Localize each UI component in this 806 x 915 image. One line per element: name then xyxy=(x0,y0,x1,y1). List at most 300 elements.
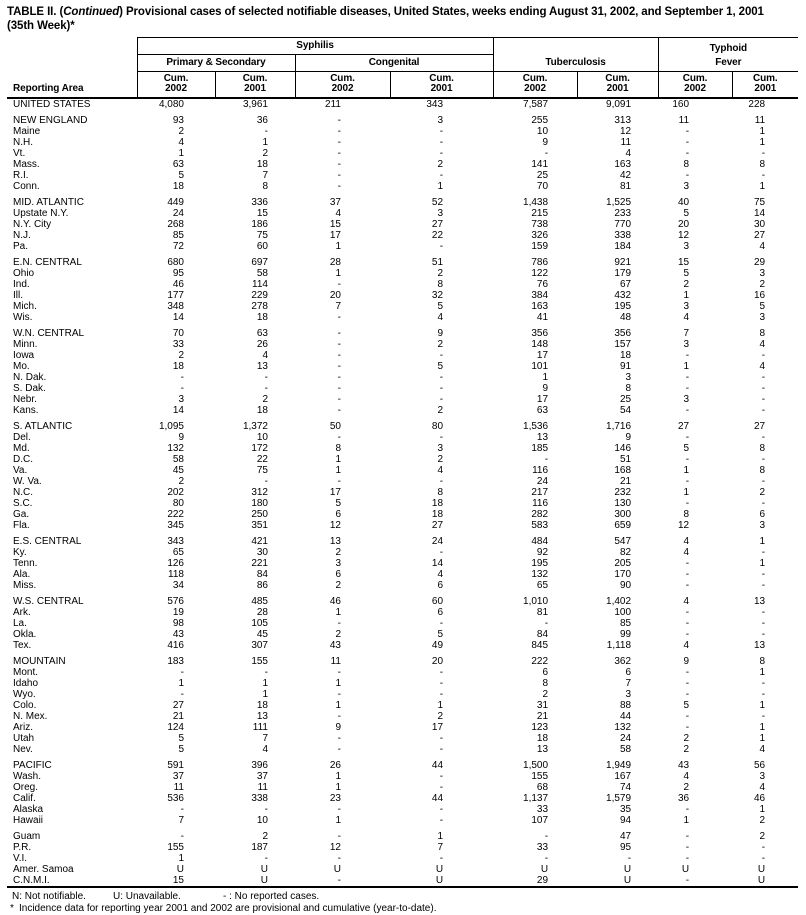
value-cell: 105 xyxy=(251,618,268,629)
value-cell: - xyxy=(337,405,341,416)
value-cell: 5 xyxy=(437,301,444,312)
table-row xyxy=(7,312,798,323)
value-cell: 4 xyxy=(262,350,268,361)
reporting-area-cell: Hawaii xyxy=(13,815,44,826)
value-cell: - xyxy=(337,618,341,629)
value-cell: 338 xyxy=(251,793,268,804)
table-row xyxy=(7,219,798,230)
reporting-area-cell: N. Mex. xyxy=(13,711,48,722)
tuberculosis-group-header: Tuberculosis xyxy=(493,38,658,72)
value-cell: 33 xyxy=(536,842,549,853)
value-cell: 21 xyxy=(536,711,549,722)
reporting-area-cell: Va. xyxy=(13,465,28,476)
value-cell: - xyxy=(337,853,341,864)
reporting-area-cell: PACIFIC xyxy=(13,760,52,771)
value-cell: 146 xyxy=(614,443,632,454)
value-cell: - xyxy=(439,667,444,678)
value-cell: 738 xyxy=(531,219,549,230)
table-row xyxy=(7,279,798,290)
value-cell: 233 xyxy=(614,208,632,219)
value-cell: 1,579 xyxy=(606,793,632,804)
value-cell: - xyxy=(439,689,444,700)
header-group-row xyxy=(7,38,798,55)
value-cell: U xyxy=(757,864,766,875)
value-cell: 211 xyxy=(325,99,341,110)
primary-secondary-header: Primary & Secondary xyxy=(137,55,295,72)
reporting-area-cell: Mich. xyxy=(13,301,37,312)
value-cell: 4 xyxy=(437,312,444,323)
value-cell: - xyxy=(264,804,268,815)
column-header-typhoid-2002: Cum. 2002 xyxy=(658,72,732,99)
value-cell: 183 xyxy=(167,656,184,667)
value-cell: 6 xyxy=(759,509,766,520)
value-cell: 81 xyxy=(619,181,632,192)
footnote-star: * xyxy=(10,903,14,914)
value-cell: 2 xyxy=(335,580,341,591)
value-cell: 432 xyxy=(614,290,632,301)
reporting-area-cell: Ariz. xyxy=(13,722,33,733)
value-cell: - xyxy=(180,804,184,815)
value-cell: U xyxy=(435,864,444,875)
value-cell: 3 xyxy=(759,312,766,323)
value-cell: 4 xyxy=(437,569,444,580)
footnote-incidence xyxy=(10,903,806,915)
value-cell: - xyxy=(685,607,690,618)
value-cell: U xyxy=(623,864,632,875)
value-cell: 576 xyxy=(167,596,184,607)
value-cell: 845 xyxy=(531,640,549,651)
value-cell: 326 xyxy=(531,230,549,241)
value-cell: 60 xyxy=(256,241,268,252)
value-cell: - xyxy=(439,372,444,383)
value-cell: 63 xyxy=(256,328,268,339)
value-cell: 3 xyxy=(759,771,766,782)
value-cell: 37 xyxy=(256,771,268,782)
value-cell: 7 xyxy=(437,842,444,853)
value-cell: 3,961 xyxy=(242,99,268,110)
value-cell: 63 xyxy=(536,405,549,416)
value-cell: 8 xyxy=(683,509,690,520)
value-cell: 2 xyxy=(437,405,444,416)
value-cell: 43 xyxy=(677,760,690,771)
value-cell: 1 xyxy=(335,815,341,826)
value-cell: 1 xyxy=(683,290,690,301)
value-cell: 67 xyxy=(619,279,632,290)
reporting-area-cell: NEW ENGLAND xyxy=(13,115,88,126)
value-cell: 101 xyxy=(531,361,549,372)
value-cell: 132 xyxy=(167,443,184,454)
value-cell: 1,010 xyxy=(523,596,549,607)
value-cell: 141 xyxy=(531,159,549,170)
value-cell: 70 xyxy=(536,181,549,192)
value-cell: - xyxy=(685,126,690,137)
value-cell: 44 xyxy=(431,760,444,771)
value-cell: 1 xyxy=(178,148,184,159)
table-row xyxy=(7,842,798,853)
value-cell: 185 xyxy=(531,443,549,454)
value-cell: - xyxy=(761,629,766,640)
value-cell: 172 xyxy=(251,443,268,454)
value-cell: 229 xyxy=(251,290,268,301)
value-cell: 1 xyxy=(262,689,268,700)
column-header-syphilis-ps-2001: Cum. 2001 xyxy=(215,72,295,99)
value-cell: 313 xyxy=(614,115,632,126)
value-cell: 184 xyxy=(614,241,632,252)
value-cell: 5 xyxy=(437,361,444,372)
value-cell: 4 xyxy=(262,744,268,755)
table-row xyxy=(7,520,798,531)
value-cell: 75 xyxy=(256,230,268,241)
value-cell: 4 xyxy=(683,547,690,558)
value-cell: - xyxy=(264,667,268,678)
value-cell: 4 xyxy=(178,137,184,148)
value-cell: 91 xyxy=(619,361,632,372)
reporting-area-cell: Ill. xyxy=(13,290,23,301)
value-cell: 94 xyxy=(619,815,632,826)
value-cell: 72 xyxy=(172,241,184,252)
value-cell: 12 xyxy=(677,230,690,241)
value-cell: - xyxy=(761,383,766,394)
value-cell: 4,080 xyxy=(158,99,184,110)
value-cell: 345 xyxy=(167,520,184,531)
value-cell: 1 xyxy=(335,465,341,476)
value-cell: 19 xyxy=(172,607,184,618)
value-cell: 15 xyxy=(329,219,341,230)
value-cell: 163 xyxy=(531,301,549,312)
footnote-star-text: Incidence data for reporting year 2001 and 2002 are provisional and cumulative (year-to-date). xyxy=(19,903,437,914)
value-cell: 159 xyxy=(531,241,549,252)
table-row xyxy=(7,831,798,842)
value-cell: 132 xyxy=(614,722,632,733)
value-cell: 82 xyxy=(619,547,632,558)
value-cell: 3 xyxy=(683,241,690,252)
reporting-area-cell: Pa. xyxy=(13,241,29,252)
value-cell: - xyxy=(337,394,341,405)
value-cell: - xyxy=(761,580,766,591)
value-cell: 1,500 xyxy=(523,760,549,771)
value-cell: 217 xyxy=(531,487,549,498)
reporting-area-cell: Ind. xyxy=(13,279,30,290)
value-cell: 88 xyxy=(619,700,632,711)
value-cell: - xyxy=(685,432,690,443)
table-row xyxy=(7,547,798,558)
value-cell: - xyxy=(337,339,341,350)
value-cell: - xyxy=(337,159,341,170)
value-cell: 123 xyxy=(531,722,549,733)
value-cell: 591 xyxy=(167,760,184,771)
value-cell: 20 xyxy=(677,219,690,230)
value-cell: 160 xyxy=(672,99,690,110)
table-row xyxy=(7,115,798,126)
value-cell: - xyxy=(337,383,341,394)
value-cell: 222 xyxy=(531,656,549,667)
value-cell: 2 xyxy=(262,831,268,842)
value-cell: 70 xyxy=(172,328,184,339)
value-cell: 187 xyxy=(251,842,268,853)
reporting-area-cell: S.C. xyxy=(13,498,33,509)
table-row xyxy=(7,667,798,678)
value-cell: 2 xyxy=(759,487,766,498)
notifiable-diseases-table xyxy=(7,37,798,888)
table-row xyxy=(7,580,798,591)
value-cell: - xyxy=(761,547,766,558)
value-cell: - xyxy=(761,569,766,580)
value-cell: - xyxy=(685,137,690,148)
value-cell: - xyxy=(439,804,444,815)
value-cell: - xyxy=(685,454,690,465)
value-cell: 8 xyxy=(759,656,766,667)
value-cell: - xyxy=(180,667,184,678)
value-cell: - xyxy=(337,279,341,290)
value-cell: 5 xyxy=(683,268,690,279)
value-cell: 18 xyxy=(256,159,268,170)
typhoid-label-line1: Typhoid xyxy=(709,43,748,54)
value-cell: 205 xyxy=(614,558,632,569)
table-row xyxy=(7,268,798,279)
reporting-area-cell: E.N. CENTRAL xyxy=(13,257,82,268)
value-cell: 7 xyxy=(178,815,184,826)
value-cell: 547 xyxy=(614,536,632,547)
table-row xyxy=(7,257,798,268)
table-row xyxy=(7,394,798,405)
value-cell: 6 xyxy=(437,580,444,591)
reporting-area-cell: Wyo. xyxy=(13,689,36,700)
value-cell: - xyxy=(761,394,766,405)
value-cell: 9,091 xyxy=(606,99,632,110)
value-cell: - xyxy=(337,148,341,159)
value-cell: 3 xyxy=(437,115,444,126)
value-cell: 1 xyxy=(437,181,444,192)
value-cell: 30 xyxy=(753,219,766,230)
value-cell: 17 xyxy=(536,350,549,361)
reporting-area-cell: Md. xyxy=(13,443,30,454)
reporting-area-cell: Tenn. xyxy=(13,558,38,569)
value-cell: 84 xyxy=(536,629,549,640)
reporting-area-cell: Ala. xyxy=(13,569,31,580)
value-cell: U xyxy=(215,875,295,887)
value-cell: 2 xyxy=(759,831,766,842)
table-row xyxy=(7,804,798,815)
value-cell: 2 xyxy=(178,126,184,137)
footnote-unavailable: U: Unavailable. xyxy=(113,891,181,902)
value-cell: 8 xyxy=(262,181,268,192)
value-cell: - xyxy=(761,170,766,181)
value-cell: 65 xyxy=(536,580,549,591)
table-body xyxy=(7,98,798,887)
value-cell: - xyxy=(337,312,341,323)
value-cell: 3 xyxy=(335,558,341,569)
value-cell: U xyxy=(390,875,493,887)
reporting-area-cell: Ga. xyxy=(13,509,30,520)
value-cell: 356 xyxy=(614,328,632,339)
value-cell: 4 xyxy=(683,536,690,547)
value-cell: - xyxy=(685,629,690,640)
reporting-area-cell: Nebr. xyxy=(13,394,37,405)
value-cell: 222 xyxy=(167,509,184,520)
reporting-area-cell: W.S. CENTRAL xyxy=(13,596,84,607)
value-cell: 60 xyxy=(431,596,444,607)
value-cell: 95 xyxy=(172,268,184,279)
table-row xyxy=(7,197,798,208)
table-row xyxy=(7,454,798,465)
value-cell: 14 xyxy=(172,405,184,416)
value-cell: 26 xyxy=(329,760,341,771)
value-cell: 7,587 xyxy=(523,99,549,110)
value-cell: - xyxy=(439,394,444,405)
value-cell: 54 xyxy=(619,405,632,416)
value-cell: - xyxy=(439,733,444,744)
value-cell: 416 xyxy=(167,640,184,651)
value-cell: 179 xyxy=(614,268,632,279)
table-row xyxy=(7,443,798,454)
value-cell: 116 xyxy=(532,498,549,509)
value-cell: - xyxy=(685,569,690,580)
value-cell: 20 xyxy=(329,290,341,301)
value-cell: 13 xyxy=(753,640,766,651)
value-cell: 86 xyxy=(256,580,268,591)
column-header-typhoid-2001: Cum. 2001 xyxy=(732,72,798,99)
reporting-area-cell: Wash. xyxy=(13,771,41,782)
value-cell: - xyxy=(761,689,766,700)
value-cell: 21 xyxy=(619,476,632,487)
table-row xyxy=(7,98,798,110)
reporting-area-cell: N.H. xyxy=(13,137,33,148)
value-cell: 1 xyxy=(683,361,690,372)
value-cell: 1,095 xyxy=(158,421,184,432)
value-cell: 6 xyxy=(335,569,341,580)
value-cell: 10 xyxy=(536,126,549,137)
value-cell: 22 xyxy=(431,230,444,241)
value-cell: 228 xyxy=(748,99,766,110)
reporting-area-cell: Tex. xyxy=(13,640,32,651)
table-row xyxy=(7,864,798,875)
reporting-area-cell: Okla. xyxy=(13,629,37,640)
value-cell: 3 xyxy=(759,520,766,531)
value-cell: 8 xyxy=(542,678,549,689)
value-cell: 336 xyxy=(251,197,268,208)
table-row xyxy=(7,815,798,826)
value-cell: 7 xyxy=(683,328,690,339)
value-cell: 5 xyxy=(335,498,341,509)
value-cell: 351 xyxy=(251,520,268,531)
value-cell: 148 xyxy=(531,339,549,350)
reporting-area-cell: Mo. xyxy=(13,361,30,372)
value-cell: - xyxy=(439,782,444,793)
value-cell: U xyxy=(681,864,690,875)
value-cell: 2 xyxy=(335,547,341,558)
value-cell: 2 xyxy=(683,733,690,744)
value-cell: 9 xyxy=(178,432,184,443)
value-cell: 5 xyxy=(178,733,184,744)
table-row xyxy=(7,361,798,372)
value-cell: 49 xyxy=(431,640,444,651)
value-cell: 44 xyxy=(431,793,444,804)
value-cell: 35 xyxy=(619,804,632,815)
value-cell: - xyxy=(439,771,444,782)
value-cell: - xyxy=(761,842,766,853)
value-cell: 111 xyxy=(252,722,268,733)
value-cell: - xyxy=(337,372,341,383)
value-cell: 170 xyxy=(614,569,632,580)
value-cell: 37 xyxy=(172,771,184,782)
value-cell: 307 xyxy=(251,640,268,651)
value-cell: 47 xyxy=(619,831,632,842)
value-cell: 15 xyxy=(256,208,268,219)
value-cell: 3 xyxy=(683,394,690,405)
reporting-area-cell: Colo. xyxy=(13,700,37,711)
reporting-area-cell: MOUNTAIN xyxy=(13,656,66,667)
value-cell: - xyxy=(627,853,632,864)
value-cell: 1,525 xyxy=(606,197,632,208)
table-row xyxy=(7,328,798,339)
value-cell: 12 xyxy=(677,520,690,531)
value-cell: 52 xyxy=(431,197,444,208)
value-cell: 18 xyxy=(431,498,444,509)
value-cell: 770 xyxy=(614,219,632,230)
table-title xyxy=(7,5,806,33)
value-cell: 4 xyxy=(335,208,341,219)
value-cell: - xyxy=(685,372,690,383)
value-cell: 2 xyxy=(437,711,444,722)
table-row xyxy=(7,290,798,301)
value-cell: U xyxy=(732,875,798,887)
value-cell: 18 xyxy=(172,361,184,372)
value-cell: 155 xyxy=(251,656,268,667)
value-cell: 90 xyxy=(619,580,632,591)
value-cell: 10 xyxy=(256,432,268,443)
value-cell: - xyxy=(337,804,341,815)
value-cell: 17 xyxy=(329,230,341,241)
value-cell: - xyxy=(337,744,341,755)
value-cell: 27 xyxy=(431,520,444,531)
value-cell: 1,402 xyxy=(606,596,632,607)
value-cell: 1,137 xyxy=(523,793,549,804)
value-cell: - xyxy=(544,618,549,629)
value-cell: 12 xyxy=(329,842,341,853)
value-cell: 177 xyxy=(167,290,184,301)
value-cell: - xyxy=(439,678,444,689)
value-cell: 13 xyxy=(256,711,268,722)
value-cell: 5 xyxy=(683,208,690,219)
value-cell: 14 xyxy=(431,558,444,569)
value-cell: 43 xyxy=(172,629,184,640)
value-cell: 18 xyxy=(172,181,184,192)
reporting-area-cell: Maine xyxy=(13,126,41,137)
value-cell: 24 xyxy=(172,208,184,219)
table-row xyxy=(7,744,798,755)
value-cell: 24 xyxy=(619,733,632,744)
value-cell: 6 xyxy=(437,607,444,618)
table-row xyxy=(7,853,798,864)
table-row xyxy=(7,733,798,744)
congenital-header: Congenital xyxy=(295,55,493,72)
reporting-area-cell: Conn. xyxy=(13,181,40,192)
value-cell: 3 xyxy=(178,394,184,405)
value-cell: - xyxy=(439,383,444,394)
value-cell: 4 xyxy=(759,782,766,793)
footnote-no-reported-cases: - : No reported cases. xyxy=(223,891,320,902)
value-cell: 4 xyxy=(437,465,444,476)
value-cell: 3 xyxy=(625,372,632,383)
value-cell: 180 xyxy=(251,498,268,509)
value-cell: 195 xyxy=(614,301,632,312)
value-cell: 343 xyxy=(167,536,184,547)
value-cell: 18 xyxy=(256,405,268,416)
reporting-area-cell: Ark. xyxy=(13,607,31,618)
value-cell: - xyxy=(685,689,690,700)
value-cell: - xyxy=(685,383,690,394)
value-cell: 1 xyxy=(683,487,690,498)
